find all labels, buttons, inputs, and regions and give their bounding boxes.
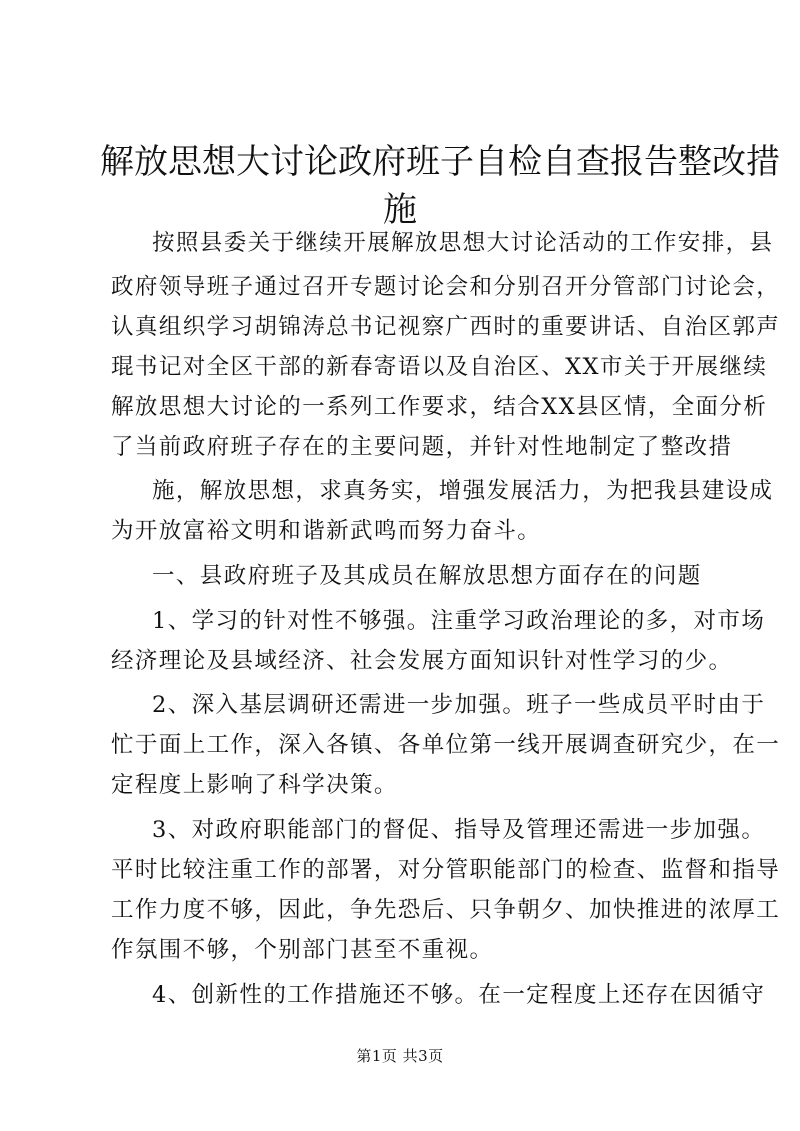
paragraph-line: 经济理论及县域经济、社会发展方面知识针对性学习的少。: [111, 648, 733, 674]
paragraph-line: 施，解放思想，求真务实，增强发展活力，为把我县建设成: [152, 478, 774, 504]
paragraph-line: 2、深入基层调研还需进一步加强。班子一些成员平时由于: [152, 692, 766, 718]
paragraph-line: 按照县委关于继续开展解放思想大讨论活动的工作安排，县: [152, 230, 774, 256]
paragraph-line: 为开放富裕文明和谐新武鸣而努力奋斗。: [111, 518, 542, 544]
paragraph-line: 4、创新性的工作措施还不够。在一定程度上还存在因循守: [152, 982, 766, 1008]
paragraph-line: 了当前政府班子存在的主要问题，并针对性地制定了整改措: [111, 434, 733, 460]
paragraph-line: 工作力度不够，因此，争先恐后、只争朝夕、加快推进的浓厚工: [111, 897, 781, 923]
title-line-2: 施: [383, 190, 417, 230]
paragraph-line: 政府领导班子通过召开专题讨论会和分别召开分管部门讨论会，: [111, 274, 781, 300]
paragraph-line: 琨书记对全区干部的新春寄语以及自治区、XX市关于开展继续: [111, 354, 768, 380]
document-title: [100, 138, 780, 234]
paragraph-line: 平时比较注重工作的部署，对分管职能部门的检查、监督和指导: [111, 857, 781, 883]
section-heading: 一、县政府班子及其成员在解放思想方面存在的问题: [152, 563, 702, 589]
paragraph-line: 1、学习的针对性不够强。注重学习政治理论的多，对市场: [152, 608, 766, 634]
paragraph-line: 作氛围不够，个别部门甚至不重视。: [111, 937, 494, 963]
paragraph-line: 3、对政府职能部门的督促、指导及管理还需进一步加强。: [152, 817, 766, 843]
paragraph-line: 认真组织学习胡锦涛总书记视察广西时的重要讲话、自治区郭声: [111, 314, 781, 340]
paragraph-line: 忙于面上工作，深入各镇、各单位第一线开展调查研究少，在一: [111, 732, 781, 758]
title-line-1: 解放思想大讨论政府班子自检自查报告整改措: [100, 142, 780, 182]
page-footer: 第1页 共3页: [356, 1047, 444, 1065]
paragraph-line: 解放思想大讨论的一系列工作要求，结合XX县区情，全面分析: [111, 394, 768, 420]
paragraph-line: 定程度上影响了科学决策。: [111, 772, 398, 798]
